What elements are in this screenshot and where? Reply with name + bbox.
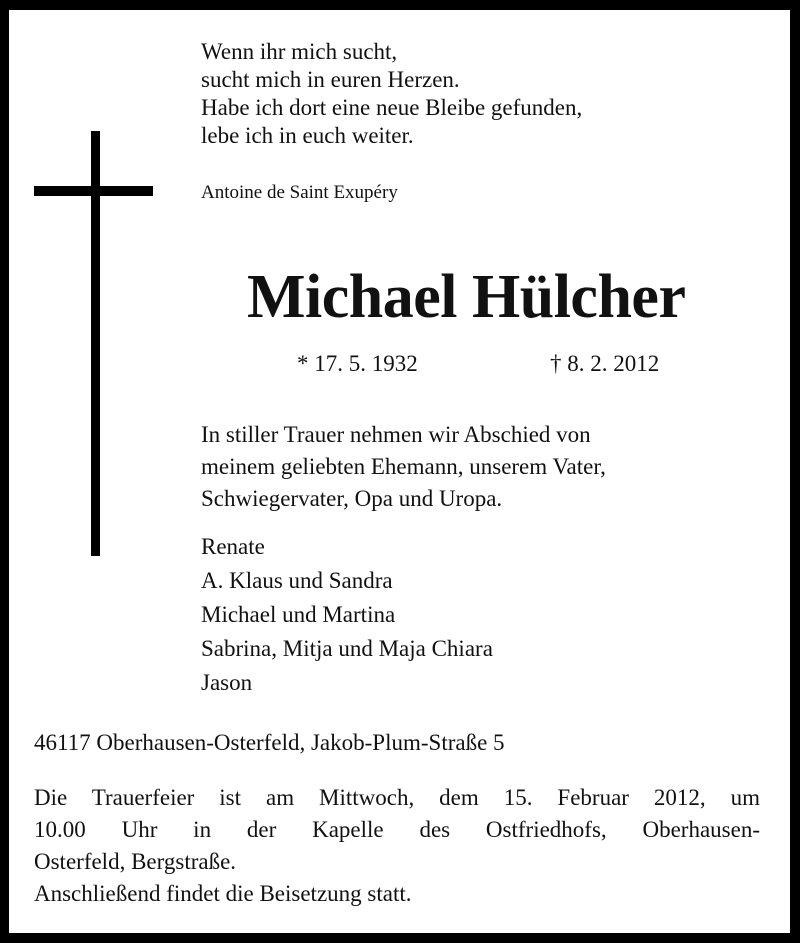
- mourning-line: In stiller Trauer nehmen wir Abschied von: [201, 422, 591, 447]
- mourning-text: [201, 419, 606, 515]
- notice-line: Die Trauerfeier ist am Mittwoch, dem 15. Februar 2012, um: [34, 785, 760, 810]
- mourning-line: Schwiegervater, Opa und Uropa.: [201, 486, 503, 511]
- mourning-line: meinem geliebten Ehemann, unserem Vater,: [201, 454, 606, 479]
- family-member: Jason: [201, 670, 253, 695]
- notice-line: 10.00 Uhr in der Kapelle des Ostfriedhofs, Oberhausen-: [34, 817, 760, 842]
- poem-line: lebe ich in euch weiter.: [201, 123, 414, 148]
- death-date: † 8. 2. 2012: [550, 351, 660, 376]
- family-member: A. Klaus und Sandra: [201, 568, 393, 593]
- notice-line: Anschließend findet die Beisetzung statt.: [34, 881, 412, 906]
- cross-icon-horizontal: [34, 186, 153, 196]
- poem-line: sucht mich in euren Herzen.: [201, 67, 460, 92]
- notice-line: Osterfeld, Bergstraße.: [34, 849, 237, 874]
- address: 46117 Oberhausen-Osterfeld, Jakob-Plum-Straße 5: [34, 730, 505, 755]
- funeral-notice: [34, 782, 760, 910]
- birth-date: * 17. 5. 1932: [297, 351, 418, 376]
- family-list: [201, 530, 493, 700]
- family-member: Renate: [201, 534, 265, 559]
- poem-author: Antoine de Saint Exupéry: [201, 182, 398, 203]
- poem-line: Habe ich dort eine neue Bleibe gefunden,: [201, 95, 583, 120]
- deceased-name: Michael Hülcher: [247, 263, 686, 331]
- obituary-card: [9, 10, 790, 933]
- family-member: Sabrina, Mitja und Maja Chiara: [201, 636, 493, 661]
- poem: [201, 38, 582, 150]
- family-member: Michael und Martina: [201, 602, 396, 627]
- poem-line: Wenn ihr mich sucht,: [201, 39, 398, 64]
